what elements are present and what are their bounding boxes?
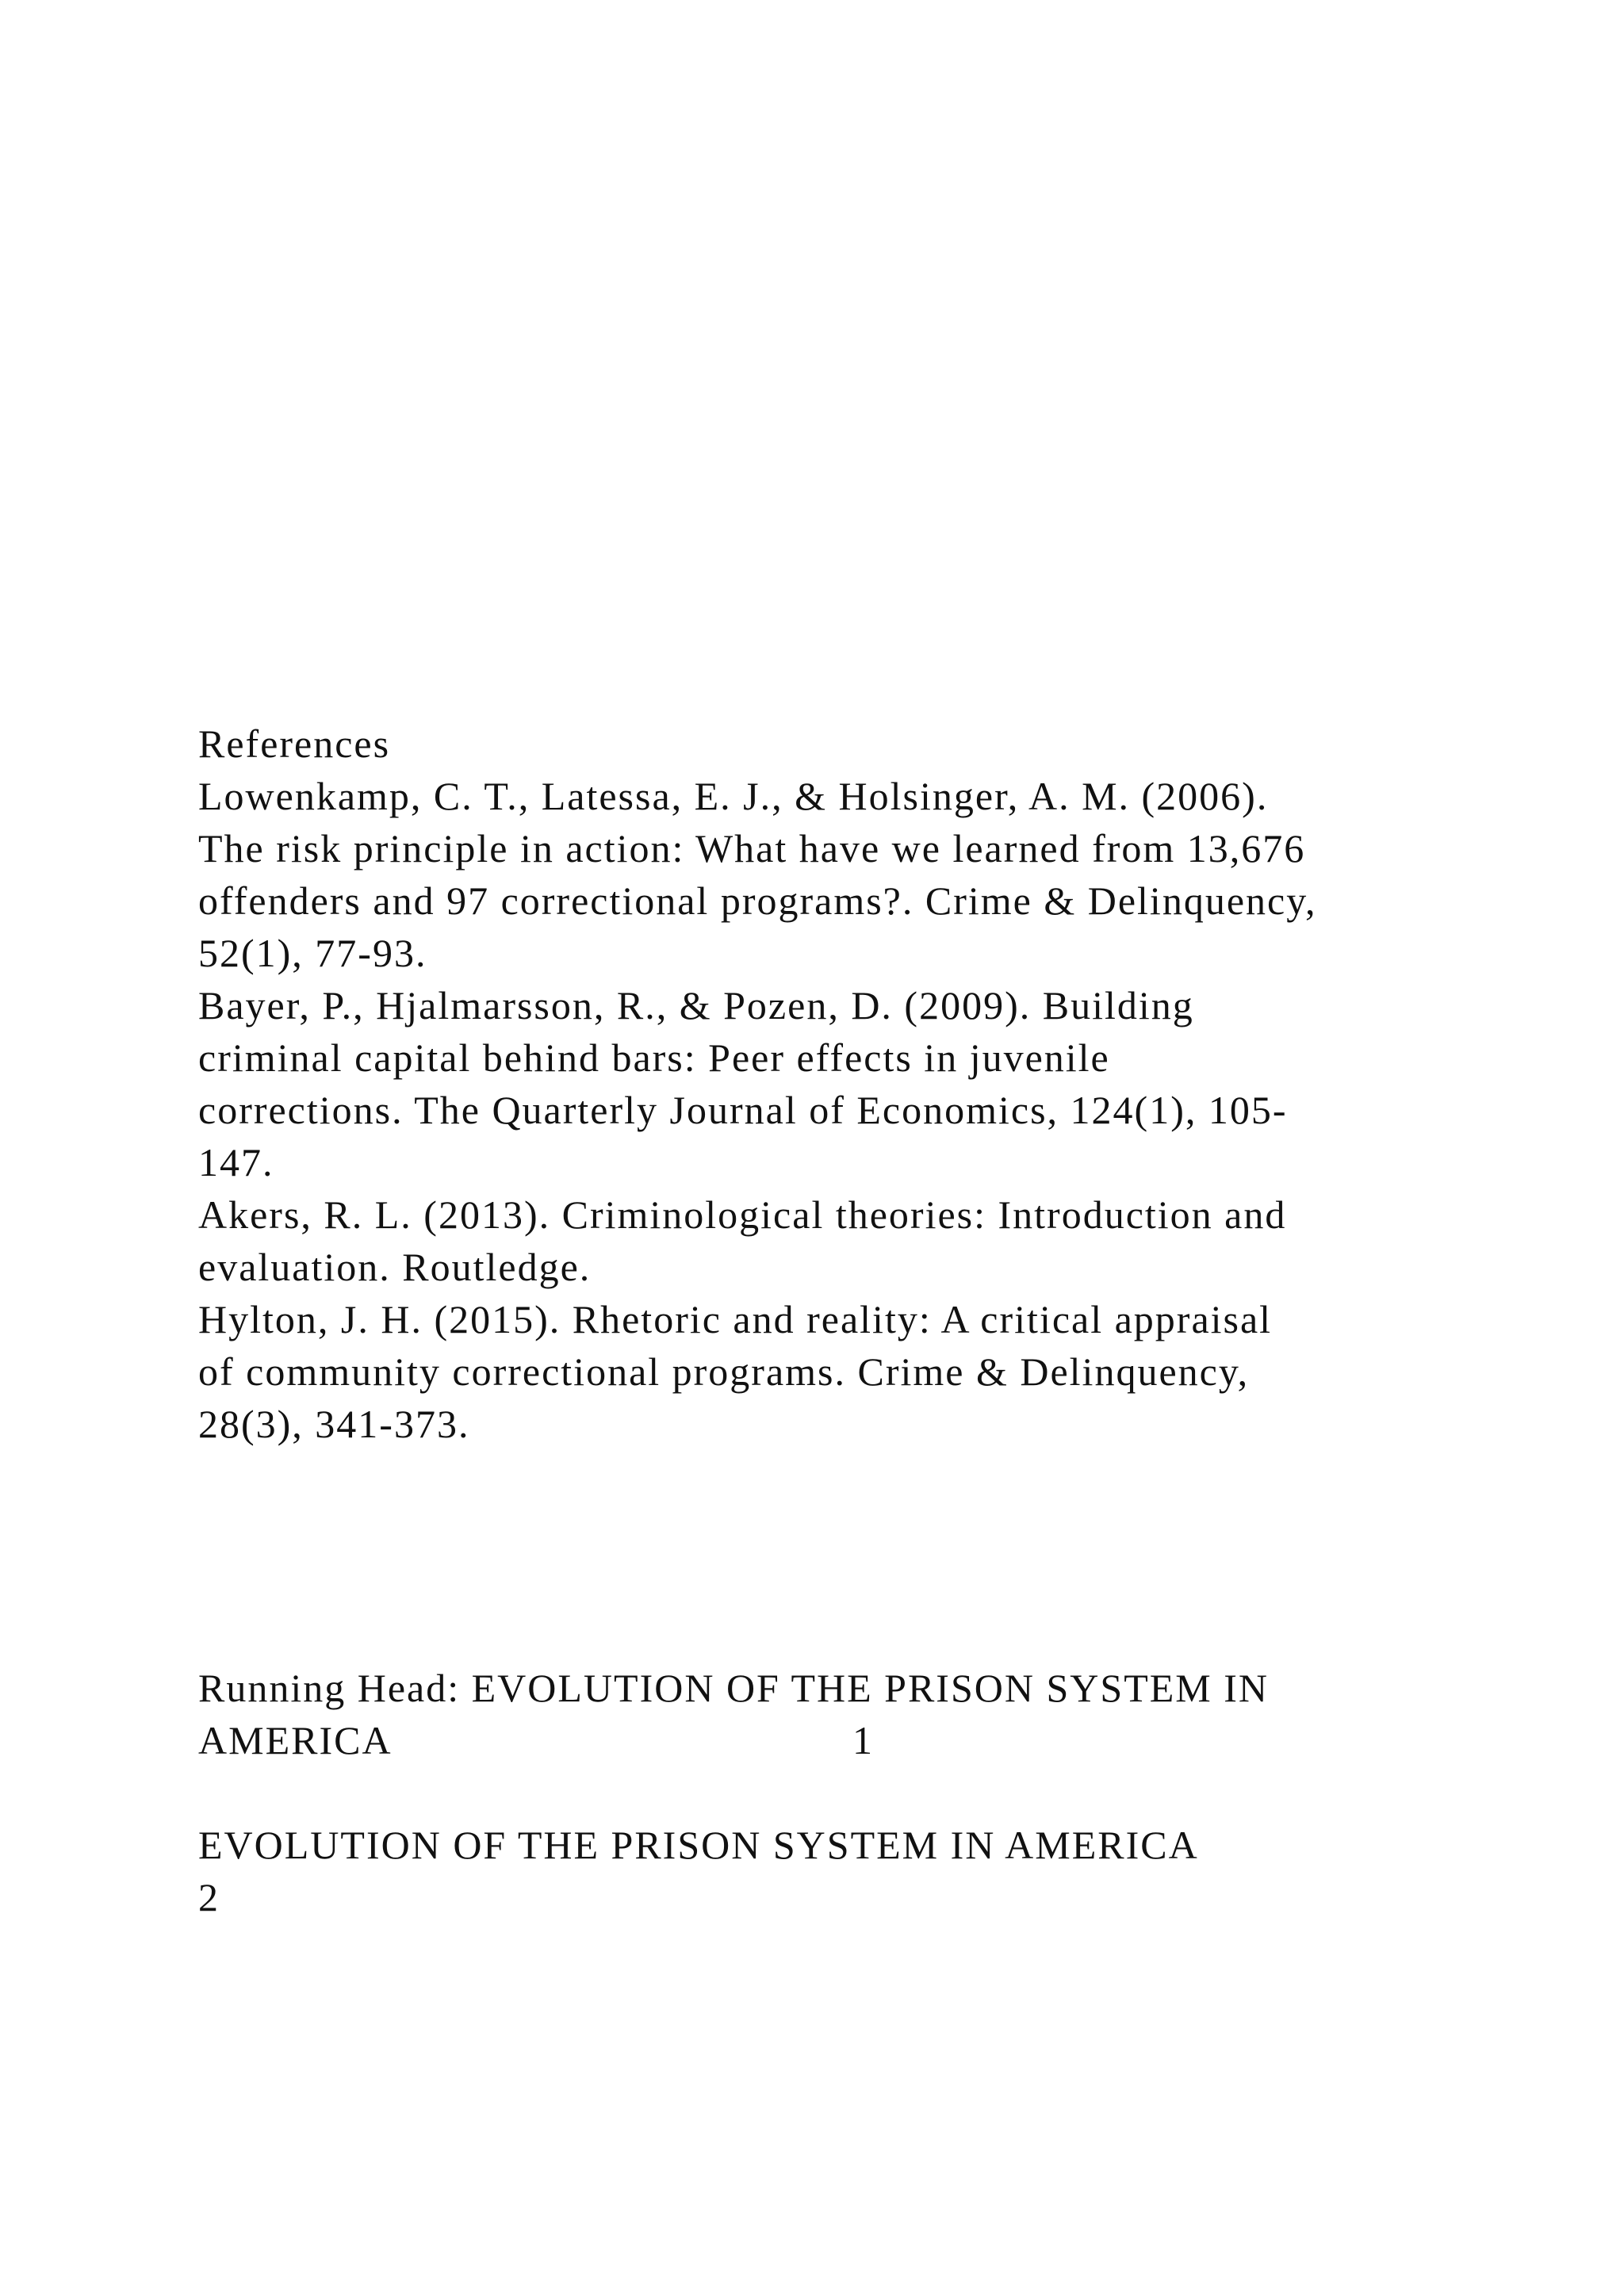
reference-line: Hylton, J. H. (2015). Rhetoric and reality: A critical appraisal bbox=[198, 1297, 1273, 1341]
reference-line: 28(3), 341-373. bbox=[198, 1402, 470, 1446]
header-title: EVOLUTION OF THE PRISON SYSTEM IN AMERICA bbox=[198, 1823, 1199, 1867]
reference-line: of community correctional programs. Crime & Delinquency, bbox=[198, 1349, 1250, 1394]
page-number-2: 2 bbox=[198, 1875, 220, 1919]
reference-line: Akers, R. L. (2013). Criminological theories: Introduction and bbox=[198, 1192, 1287, 1237]
reference-line: The risk principle in action: What have we learned from 13,676 bbox=[198, 826, 1306, 871]
reference-line: evaluation. Routledge. bbox=[198, 1245, 592, 1289]
reference-line: 147. bbox=[198, 1140, 274, 1184]
running-head-line1: Running Head: EVOLUTION OF THE PRISON SYSTEM IN bbox=[198, 1666, 1270, 1710]
running-head-line2: AMERICA bbox=[198, 1718, 393, 1762]
reference-line: corrections. The Quarterly Journal of Economics, 124(1), 105- bbox=[198, 1088, 1288, 1132]
reference-line: Bayer, P., Hjalmarsson, R., & Pozen, D. (2009). Building bbox=[198, 983, 1194, 1027]
reference-line: criminal capital behind bars: Peer effects in juvenile bbox=[198, 1035, 1110, 1080]
reference-line: 52(1), 77-93. bbox=[198, 931, 427, 975]
page-number-1: 1 bbox=[852, 1718, 874, 1762]
references-heading: References bbox=[198, 721, 391, 766]
reference-line: Lowenkamp, C. T., Latessa, E. J., & Holsinger, A. M. (2006). bbox=[198, 774, 1269, 818]
reference-line: offenders and 97 correctional programs?. Crime & Delinquency, bbox=[198, 878, 1317, 923]
